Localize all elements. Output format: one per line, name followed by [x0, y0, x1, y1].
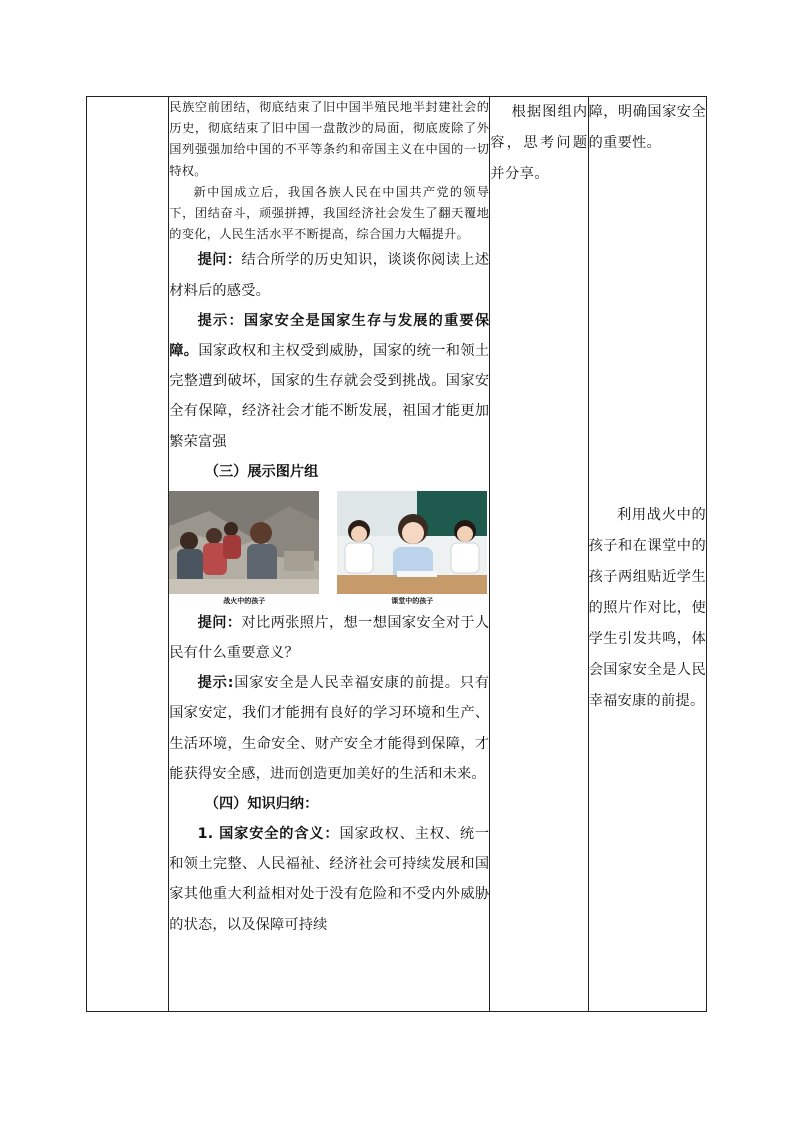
hint-text: 国家安全是人民幸福安康的前提。只有国家安定，我们才能拥有良好的学习环境和生产、生活环境，生命安全、财产安全才能得到保障，才能获得安全感，进而创造更加美好的生活和未来。	[169, 675, 490, 782]
hint-2	[169, 668, 489, 789]
table-row	[87, 97, 707, 1012]
question-label: 提问：	[197, 614, 242, 631]
hint-label: 提示:	[197, 675, 234, 692]
photo-group	[169, 491, 489, 606]
classroom-children-photo	[337, 491, 487, 606]
question-1	[169, 245, 489, 305]
design-intent-cell	[588, 97, 706, 1012]
hint-text: 国家政权和主权受到威胁，国家的统一和领土完整遭到破坏，国家的生存就会受到挑战。国家安全有保障，经济社会才能不断发展，祖国才能更加繁荣富强	[169, 343, 490, 450]
design-intent-main: 利用战火中的孩子和在课堂中的孩子两组贴近学生的照片作对比，使学生引发共鸣，体会国家安全是人民幸福安康的前提。	[588, 507, 706, 709]
student-activity-text: 根据图组内容，思考问题并分享。	[490, 104, 588, 182]
history-excerpt-para2: 新中国成立后，我国各族人民在中国共产党的领导下，团结奋斗，顽强拼搏，我国经济社会发生了翻天覆地的变化，人民生活水平不断提高，综合国力大幅提升。	[169, 184, 490, 242]
war-children-image	[169, 491, 319, 594]
question-label: 提问：	[197, 252, 242, 269]
knowledge-summary	[169, 819, 489, 940]
summary-label: 1. 国家安全的含义：	[197, 826, 340, 843]
hint-label: 提示：	[197, 312, 244, 329]
history-excerpt-para1: 民族空前团结，彻底结束了旧中国半殖民地半封建社会的历史，彻底结束了旧中国一盘散沙的局面，彻底废除了外国列强强加给中国的不平等条约和帝国主义在中国的一切特权。	[169, 100, 490, 178]
classroom-children-caption: 课堂中的孩子	[391, 596, 434, 605]
design-intent-top: 障，明确国家安全的重要性。	[588, 104, 706, 151]
teaching-content-cell	[169, 97, 490, 1012]
summary-text: 国家政权、主权、统一和领土完整、人民福祉、经济社会可持续发展和国家其他重大利益相对处于没有危险和不受内外威胁的状态，以及保障可持续	[169, 826, 490, 933]
stage-cell	[87, 97, 169, 1012]
hint-1	[169, 306, 489, 457]
question-2	[169, 608, 489, 668]
lesson-plan-table	[86, 96, 707, 1012]
question-text: 对比两张照片，想一想国家安全对于人民有什么重要意义？	[169, 614, 490, 662]
section-4-heading: （四）知识归纳：	[204, 796, 319, 813]
section-3-heading: （三）展示图片组	[204, 463, 319, 480]
question-text: 结合所学的历史知识，谈谈你阅读上述材料后的感受。	[169, 252, 490, 299]
war-children-photo	[169, 491, 319, 606]
hint-bold-text: 国家安全是国家生存与发展的重要保障。	[169, 312, 490, 360]
student-activity-cell	[490, 97, 588, 1012]
classroom-children-image	[337, 491, 487, 594]
war-children-caption: 战火中的孩子	[223, 596, 266, 605]
